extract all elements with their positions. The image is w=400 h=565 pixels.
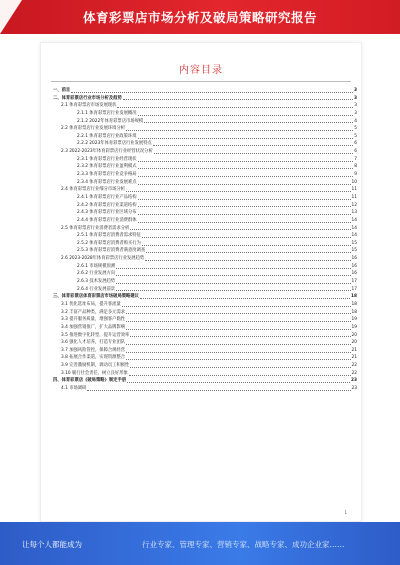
toc-entry[interactable] [53,270,357,278]
toc-leader-dots [138,175,354,177]
toc-leader-dots [126,358,350,360]
toc-leader-dots [138,114,354,116]
toc-entry-page: 22 [351,370,357,376]
toc-entry-page: 14 [351,217,357,223]
toc-entry[interactable] [53,118,357,126]
toc-leader-dots [126,343,350,345]
toc-leader-dots [126,328,350,330]
toc-entry-title: 2.2.1 体育彩票店行业政策环境 [77,133,137,139]
toc-entry-page: 16 [351,263,357,269]
toc-leader-dots [116,274,350,276]
toc-entry-page: 19 [351,324,357,330]
footer-banner [0,522,400,565]
toc-entry[interactable] [53,339,357,347]
toc-entry[interactable] [53,324,357,332]
toc-entry-page: 18 [351,294,357,300]
toc-entry-title: 2.6 2023-2028年体育彩票店行业发展趋势 [61,256,145,262]
toc-entry-title: 2.4.2 体育彩票店行业渠道结构 [77,202,137,208]
toc-entry-title: 2.3.1 体育彩票店行业经营现状 [77,156,137,162]
toc-leader-dots [126,320,350,322]
document-page [40,42,362,522]
toc-entry-page: 17 [351,279,357,285]
toc-entry-title: 2.1.1 体育彩票店行业发展概况 [77,110,137,116]
toc-leader-dots [116,289,350,291]
toc-entry-title: 2.1 体育彩票店市场发展现状 [61,103,117,109]
toc-entry-title: 2.3.3 体育彩票店行业竞争格局 [77,172,137,178]
toc-leader-dots [126,190,350,192]
toc-entry[interactable] [53,186,357,194]
toc-entry[interactable] [53,278,357,286]
toc-entry-page: 9 [354,172,357,178]
toc-entry[interactable] [53,385,357,393]
toc-entry-title: 3.7 加强风险管控，保障合规经营 [61,347,126,353]
toc-entry[interactable] [53,332,357,340]
toc-entry-title: 2.4 体育彩票店行业细分市场分析 [61,187,126,193]
toc-entry-page: 14 [351,225,357,231]
toc-leader-dots [71,91,353,93]
page-number: 1 [344,510,347,515]
toc-leader-dots [138,205,351,207]
toc-leader-dots [138,167,354,169]
toc-entry-title: 3.8 拓展合作渠道，实现资源整合 [61,355,126,361]
toc-entry[interactable] [53,240,357,248]
toc-entry-page: 7 [354,156,357,162]
toc-entry[interactable] [53,125,357,133]
toc-entry-page: 15 [351,240,357,246]
toc-entry[interactable] [53,209,357,217]
toc-entry[interactable] [53,140,357,148]
toc-entry-page: 15 [351,248,357,254]
toc-entry-title: 2.3.4 体育彩票店行业发展难点 [77,179,137,185]
toc-entry-title: 2.2.2 2023年体育彩票店行业发展特点 [77,141,152,147]
toc-entry-page: 11 [351,194,357,200]
toc-entry-page: 10 [351,179,357,185]
toc-entry-title: 2.6.3 技术发展趋势 [77,279,116,285]
toc-entry-page: 16 [351,271,357,277]
report-header-banner [0,0,400,34]
toc-leader-dots [130,335,350,337]
toc-entry[interactable] [53,362,357,370]
toc-entry[interactable] [53,232,357,240]
toc-entry-page: 3 [354,103,357,109]
toc-entry[interactable] [53,194,357,202]
toc-entry-title: 2.5.1 体育彩票店消费者需求特征 [77,233,141,239]
toc-entry-title: 2.3 2022-2023年体育彩票店行业经营状况分析 [61,149,153,155]
toc-entry-page: 18 [351,309,357,315]
toc-entry-page: 3 [354,95,357,101]
toc-leader-dots [138,183,351,185]
toc-leader-dots [127,381,350,383]
toc-entry[interactable] [53,102,357,110]
toc-leader-dots [153,144,353,146]
toc-entry[interactable] [53,263,357,271]
toc-entry-page: 12 [351,202,357,208]
toc-entry-title: 3.1 优化选址布局，提升客流量 [61,301,121,307]
toc-leader-dots [130,228,350,230]
toc-entry-page: 18 [351,301,357,307]
toc-entry-page: 8 [354,164,357,170]
toc-entry[interactable] [53,309,357,317]
toc-entry[interactable] [53,163,357,171]
toc-entry[interactable] [53,148,357,156]
table-of-contents [53,87,357,393]
toc-entry[interactable] [53,316,357,324]
toc-leader-dots [138,198,351,200]
toc-leader-dots [126,129,353,131]
toc-entry[interactable] [53,156,357,164]
toc-entry-title: 3.10 履行社会责任，树立良好形象 [61,370,128,376]
toc-leader-dots [144,121,353,123]
toc-leader-dots [129,374,351,376]
toc-entry-page: 4 [354,118,357,124]
toc-entry[interactable] [53,301,357,309]
toc-entry-title: 4.1 市场调研 [61,385,87,391]
toc-entry[interactable] [53,202,357,210]
toc-entry-page: 22 [351,363,357,369]
toc-entry-title: 3.9 完善激励机制，调动员工积极性 [61,363,130,369]
toc-entry-page: 3 [354,88,357,93]
toc-entry-title: 2.1.2 2022年体育彩票店市场规模 [77,118,144,124]
toc-leader-dots [138,213,351,215]
toc-entry-page: 11 [351,187,357,193]
toc-heading: 内容目录 [179,65,223,76]
toc-entry-title: 3.4 加强营销推广，扩大品牌影响 [61,324,126,330]
toc-entry-page: 20 [351,332,357,338]
toc-entry[interactable] [53,377,357,385]
toc-entry-page: 19 [351,317,357,323]
toc-leader-dots [138,221,351,223]
toc-entry-page: 16 [351,256,357,262]
toc-entry-title: 2.6.4 行业发展前景 [77,286,116,292]
toc-leader-dots [116,267,350,269]
toc-entry-title: 四、体育彩票店《破局策略》制定手册 [53,378,127,384]
toc-entry-page: 6 [354,141,357,147]
toc-entry[interactable] [53,293,357,301]
toc-entry-title: 2.3.2 体育彩票店行业盈利模式 [77,164,137,170]
toc-entry-page: 5 [354,133,357,139]
toc-leader-dots [142,244,351,246]
toc-leader-dots [123,98,353,100]
toc-entry[interactable] [53,217,357,225]
toc-divider [51,81,351,82]
toc-leader-dots [142,236,351,238]
toc-entry-title: 2.6.2 行业发展方向 [77,271,116,277]
toc-entry-title: 二、体育彩票店行业市场分析及趋势 [53,95,122,101]
toc-entry-page: 21 [351,355,357,361]
toc-leader-dots [138,160,354,162]
toc-entry-page: 5 [354,126,357,132]
toc-entry-title: 2.4.3 体育彩票店行业区域分布 [77,210,137,216]
toc-leader-dots [117,106,353,108]
toc-entry[interactable] [53,247,357,255]
toc-entry[interactable] [53,179,357,187]
toc-leader-dots [140,297,350,299]
toc-leader-dots [154,152,353,154]
toc-entry-title: 3.5 推进数字化转型，提升运营效率 [61,332,130,338]
toc-entry-title: 3.6 强化人才培养，打造专业团队 [61,340,126,346]
toc-leader-dots [145,259,350,261]
footer-tags: 行业专家、管理专家、营销专家、战略专家、成功企业家…… [142,540,345,549]
toc-leader-dots [126,351,350,353]
toc-leader-dots [126,312,350,314]
toc-entry[interactable] [53,95,357,103]
toc-entry-page: 23 [351,378,357,384]
toc-entry-title: 2.2 体育彩票店行业发展环境分析 [61,126,126,132]
toc-entry-title: 3.2 丰富产品种类，满足多元需求 [61,309,126,315]
footer-slogan: 让每个人都能成为 [22,540,82,549]
toc-entry[interactable] [53,347,357,355]
toc-leader-dots [87,389,350,391]
toc-entry-title: 2.5.3 体育彩票店消费者满意度调查 [77,248,146,254]
toc-entry-title: 2.4.1 体育彩票店行业产品结构 [77,194,137,200]
toc-entry-title: 一、前言 [53,88,71,93]
toc-entry-page: 6 [354,149,357,155]
toc-leader-dots [122,305,351,307]
toc-entry-page: 14 [351,233,357,239]
toc-entry[interactable] [53,133,357,141]
toc-leader-dots [146,251,350,253]
toc-entry-page: 20 [351,340,357,346]
toc-entry[interactable] [53,370,357,378]
toc-entry[interactable] [53,87,357,95]
toc-leader-dots [116,282,350,284]
toc-entry[interactable] [53,225,357,233]
toc-entry-title: 三、体育彩票店体育彩票店市场破局策略建议 [53,294,139,300]
toc-entry[interactable] [53,110,357,118]
toc-entry[interactable] [53,255,357,263]
toc-entry-page: 13 [351,210,357,216]
toc-entry-title: 2.5 体育彩票店行业消费者需求分析 [61,225,130,231]
toc-leader-dots [138,137,354,139]
toc-entry-page: 23 [351,385,357,391]
toc-entry[interactable] [53,354,357,362]
toc-entry-page: 3 [354,110,357,116]
toc-entry-title: 2.5.2 体育彩票店消费者购买行为 [77,240,141,246]
toc-entry-page: 17 [351,286,357,292]
toc-leader-dots [130,366,350,368]
toc-entry[interactable] [53,286,357,294]
toc-entry[interactable] [53,171,357,179]
toc-entry-title: 3.3 提升服务质量，增强客户黏性 [61,317,126,323]
toc-entry-title: 2.6.1 市场规模预测 [77,263,116,269]
toc-entry-page: 21 [351,347,357,353]
report-title: 体育彩票店市场分析及破局策略研究报告 [82,10,317,25]
toc-entry-title: 2.4.4 体育彩票店行业消费群体 [77,217,137,223]
